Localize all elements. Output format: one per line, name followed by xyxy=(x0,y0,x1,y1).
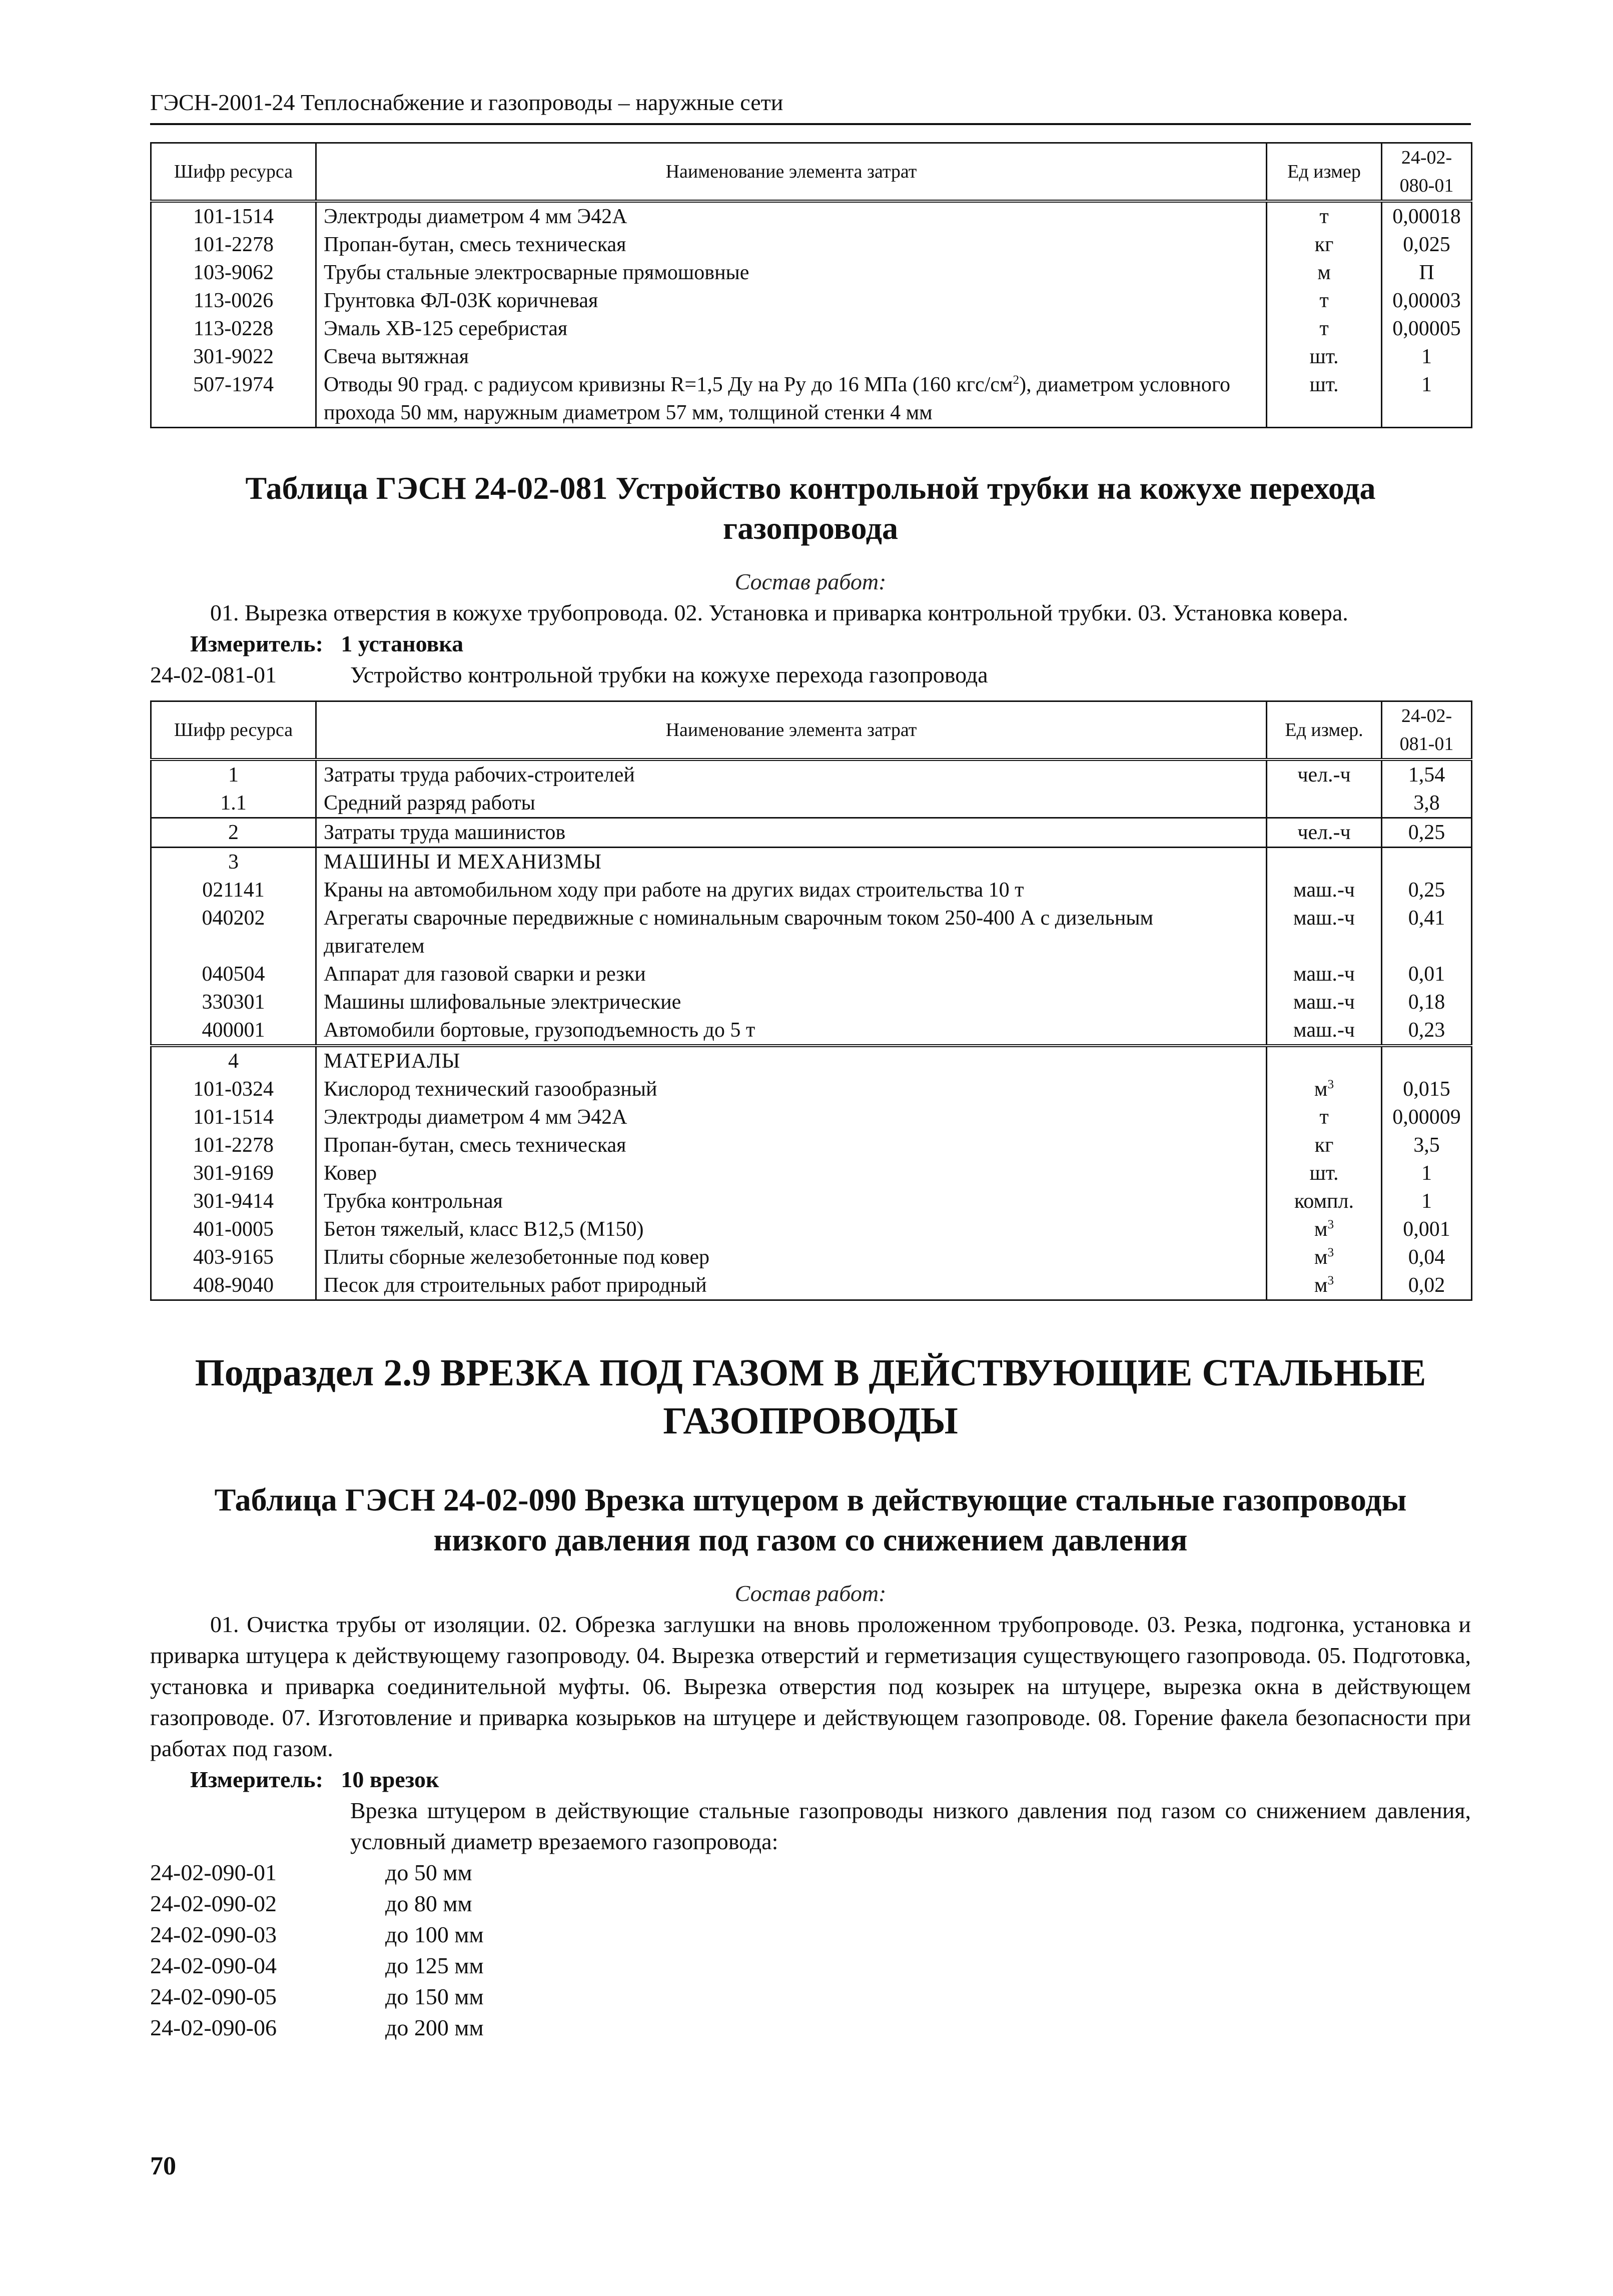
cell-value: 0,001 xyxy=(1382,1215,1472,1243)
cell-value: 1 xyxy=(1382,1159,1472,1187)
cell-unit: чел.-ч xyxy=(1267,759,1382,789)
cell-unit xyxy=(1267,1075,1382,1103)
table-row xyxy=(151,343,1472,371)
cell-unit: т xyxy=(1267,1103,1382,1131)
cell-name: Пропан-бутан, смесь техническая xyxy=(316,1131,1267,1159)
norm-description: Устройство контрольной трубки на кожухе перехода газопровода xyxy=(350,662,988,687)
resource-table-081 xyxy=(150,700,1472,1301)
cell-unit: чел.-ч xyxy=(1267,818,1382,848)
list-item xyxy=(150,1857,1471,1888)
cell-name: Пропан-бутан, смесь техническая xyxy=(316,231,1267,259)
unit-text: м xyxy=(1314,1274,1328,1297)
cell-code: 301-9414 xyxy=(151,1187,316,1215)
cell-code: 113-0228 xyxy=(151,315,316,343)
list-item xyxy=(150,1919,1471,1950)
norm-code: 24-02-081-01 xyxy=(150,662,277,687)
cell-code: 400001 xyxy=(151,1016,316,1046)
cell-value: 0,015 xyxy=(1382,1075,1472,1103)
cell-unit xyxy=(1267,789,1382,818)
cell-unit: шт. xyxy=(1267,343,1382,371)
norm-code: 24-02-090-01 xyxy=(150,1860,277,1885)
cell-unit: маш.-ч xyxy=(1267,988,1382,1016)
norm-description: до 50 мм xyxy=(385,1860,472,1885)
cell-code: 301-9022 xyxy=(151,343,316,371)
cell-name: Грунтовка ФЛ-03К коричневая xyxy=(316,287,1267,315)
resource-table-080 xyxy=(150,142,1472,428)
cell-code: 113-0026 xyxy=(151,287,316,315)
table-row xyxy=(151,1159,1472,1187)
cell-code: 408-9040 xyxy=(151,1271,316,1300)
norm-code: 24-02-090-05 xyxy=(150,1984,277,2009)
page-number: 70 xyxy=(150,2152,176,2180)
table-row xyxy=(151,1131,1472,1159)
col-header-code: Шифр ресурса xyxy=(151,701,316,760)
table-row xyxy=(151,1243,1472,1271)
cell-name: Свеча вытяжная xyxy=(316,343,1267,371)
cell-name: Плиты сборные железобетонные под ковер xyxy=(316,1243,1267,1271)
cell-value: 1,54 xyxy=(1382,759,1472,789)
cell-value: П xyxy=(1382,259,1472,287)
cell-unit: т xyxy=(1267,287,1382,315)
cell-unit: маш.-ч xyxy=(1267,876,1382,904)
table-row xyxy=(151,1075,1472,1103)
cell-unit xyxy=(1267,1271,1382,1300)
list-item xyxy=(150,1981,1471,2012)
norm-description: до 125 мм xyxy=(385,1953,484,1978)
cell-unit: компл. xyxy=(1267,1187,1382,1215)
subsection-title: Подраздел 2.9 ВРЕЗКА ПОД ГАЗОМ В ДЕЙСТВУЮЩИЕ СТАЛЬНЫЕ ГАЗОПРОВОДЫ xyxy=(195,1352,1426,1442)
cell-value: 0,25 xyxy=(1382,818,1472,848)
cell-unit: кг xyxy=(1267,231,1382,259)
table-row xyxy=(151,231,1472,259)
variants-intro: Врезка штуцером в действующие стальные газопроводы низкого давления под газом со снижением давления, условный диаметр врезаемого газопровода: xyxy=(350,1798,1471,1854)
table-row xyxy=(151,259,1472,287)
cell-name: Электроды диаметром 4 мм Э42А xyxy=(316,201,1267,231)
cell-name: Кислород технический газообразный xyxy=(316,1075,1267,1103)
cell-name: Бетон тяжелый, класс В12,5 (М150) xyxy=(316,1215,1267,1243)
cell-value xyxy=(1382,1046,1472,1075)
unit-text: м xyxy=(1314,1246,1328,1269)
measure-label: Измеритель: xyxy=(190,631,323,656)
table-row xyxy=(151,789,1472,818)
col-header-value: 24-02-080-01 xyxy=(1382,143,1472,202)
table-row xyxy=(151,371,1472,428)
table-row xyxy=(151,1103,1472,1131)
cell-name: Затраты труда рабочих-строителей xyxy=(316,759,1267,789)
list-item xyxy=(150,1888,1471,1919)
cell-value: 0,23 xyxy=(1382,1016,1472,1046)
cell-value: 0,18 xyxy=(1382,988,1472,1016)
cell-unit: шт. xyxy=(1267,1159,1382,1187)
table-row xyxy=(151,1187,1472,1215)
variants-list xyxy=(150,1857,1471,2043)
table-title-081: Таблица ГЭСН 24-02-081 Устройство контрольной трубки на кожухе перехода газопровода xyxy=(245,470,1376,546)
cell-value: 1 xyxy=(1382,343,1472,371)
cell-unit: т xyxy=(1267,201,1382,231)
table-header-row xyxy=(151,701,1472,760)
table-row xyxy=(151,988,1472,1016)
table-row xyxy=(151,876,1472,904)
cell-code: 1.1 xyxy=(151,789,316,818)
table-title-090: Таблица ГЭСН 24-02-090 Врезка штуцером в действующие стальные газопроводы низкого давления под газом со снижением давления xyxy=(214,1482,1407,1558)
norm-code: 24-02-090-06 xyxy=(150,2015,277,2040)
table-row xyxy=(151,759,1472,789)
cell-code: 101-1514 xyxy=(151,201,316,231)
cell-unit xyxy=(1267,1215,1382,1243)
cell-name-text: ), диаметром условного прохода 50 мм, наружным диаметром 57 мм, толщиной стенки 4 мм xyxy=(324,373,1231,424)
cell-code: 021141 xyxy=(151,876,316,904)
norm-description: до 200 мм xyxy=(385,2015,484,2040)
cell-code: 103-9062 xyxy=(151,259,316,287)
cell-value: 0,00005 xyxy=(1382,315,1472,343)
group-heading: МАШИНЫ И МЕХАНИЗМЫ xyxy=(316,848,1267,877)
cell-value: 0,00003 xyxy=(1382,287,1472,315)
col-header-unit: Ед измер. xyxy=(1267,701,1382,760)
cell-code: 507-1974 xyxy=(151,371,316,428)
cell-unit: маш.-ч xyxy=(1267,960,1382,988)
composition-label: Состав работ: xyxy=(734,569,887,594)
cell-value: 3,8 xyxy=(1382,789,1472,818)
table-row xyxy=(151,960,1472,988)
composition-text: 01. Очистка трубы от изоляции. 02. Обрезка заглушки на вновь проложенном трубопроводе. 03. Резка, подгонка, установка и приварка штуцера к действующему газопроводу. 04. Вырезка отверстий и герметизация существующего газопровода. 05. Подготовка, установка и приварка соединительной муфты. 06. Вырезка отверстия под козырек на штуцере, вырезка окна в действующем газопроводе. 07. Изготовление и приварка козырьков на штуцере и действующем газопроводе. 08. Горение факела безопасности при работах под газом. xyxy=(150,1612,1471,1761)
norm-description: до 80 мм xyxy=(385,1891,472,1916)
table-group-row xyxy=(151,848,1472,877)
cell-unit: шт. xyxy=(1267,371,1382,428)
cell-code: 101-0324 xyxy=(151,1075,316,1103)
cell-code: 040202 xyxy=(151,904,316,960)
cell-value: 0,25 xyxy=(1382,876,1472,904)
unit-text: м xyxy=(1314,1218,1328,1241)
col-header-value: 24-02-081-01 xyxy=(1382,701,1472,760)
cell-code: 101-2278 xyxy=(151,1131,316,1159)
cell-name: Электроды диаметром 4 мм Э42А xyxy=(316,1103,1267,1131)
superscript: 3 xyxy=(1327,1078,1334,1091)
composition-text: 01. Вырезка отверстия в кожухе трубопровода. 02. Установка и приварка контрольной трубки. 03. Установка ковера. xyxy=(210,600,1348,625)
table-row xyxy=(151,287,1472,315)
cell-name xyxy=(316,371,1267,428)
running-header-title: ГЭСН-2001-24 Теплоснабжение и газопроводы – наружные сети xyxy=(150,90,783,115)
norm-code: 24-02-090-04 xyxy=(150,1953,277,1978)
running-header xyxy=(150,85,1471,120)
cell-unit: маш.-ч xyxy=(1267,904,1382,960)
table-header-row xyxy=(151,143,1472,202)
cell-value: 0,00018 xyxy=(1382,201,1472,231)
list-item xyxy=(150,1950,1471,1981)
cell-code: 403-9165 xyxy=(151,1243,316,1271)
cell-name: Краны на автомобильном ходу при работе на других видах строительства 10 т xyxy=(316,876,1267,904)
cell-value: 1 xyxy=(1382,1187,1472,1215)
list-item xyxy=(150,2012,1471,2043)
cell-unit: маш.-ч xyxy=(1267,1016,1382,1046)
cell-unit xyxy=(1267,1046,1382,1075)
table-row xyxy=(151,1016,1472,1046)
cell-code: 101-1514 xyxy=(151,1103,316,1131)
cell-value: 0,025 xyxy=(1382,231,1472,259)
cell-unit xyxy=(1267,848,1382,877)
cell-code: 3 xyxy=(151,848,316,877)
cell-code: 401-0005 xyxy=(151,1215,316,1243)
header-rule xyxy=(150,123,1471,125)
col-header-name: Наименование элемента затрат xyxy=(316,701,1267,760)
norm-description: до 150 мм xyxy=(385,1984,484,2009)
table-row xyxy=(151,201,1472,231)
col-header-code: Шифр ресурса xyxy=(151,143,316,202)
cell-value: 0,04 xyxy=(1382,1243,1472,1271)
cell-name: Эмаль ХВ-125 серебристая xyxy=(316,315,1267,343)
cell-value: 3,5 xyxy=(1382,1131,1472,1159)
norm-code: 24-02-090-02 xyxy=(150,1891,277,1916)
cell-code: 301-9169 xyxy=(151,1159,316,1187)
cell-value: 0,02 xyxy=(1382,1271,1472,1300)
norm-code-line xyxy=(150,659,1471,690)
cell-name: Автомобили бортовые, грузоподъемность до 5 т xyxy=(316,1016,1267,1046)
cell-name: Машины шлифовальные электрические xyxy=(316,988,1267,1016)
measure-label: Измеритель: xyxy=(190,1767,323,1792)
cell-name: Песок для строительных работ природный xyxy=(316,1271,1267,1300)
cell-name: Аппарат для газовой сварки и резки xyxy=(316,960,1267,988)
norm-description: до 100 мм xyxy=(385,1922,484,1947)
cell-name: Затраты труда машинистов xyxy=(316,818,1267,848)
cell-name: Трубы стальные электросварные прямошовные xyxy=(316,259,1267,287)
superscript: 3 xyxy=(1327,1218,1334,1231)
table-row xyxy=(151,1215,1472,1243)
measure-value: 1 установка xyxy=(341,631,464,656)
cell-name-text: Отводы 90 град. с радиусом кривизны R=1,5 Ду на Ру до 16 МПа (160 кгс/см xyxy=(324,373,1013,396)
cell-code: 1 xyxy=(151,759,316,789)
cell-value xyxy=(1382,848,1472,877)
cell-code: 330301 xyxy=(151,988,316,1016)
norm-code: 24-02-090-03 xyxy=(150,1922,277,1947)
composition-label: Состав работ: xyxy=(734,1581,887,1606)
table-group-row xyxy=(151,1046,1472,1075)
cell-unit: кг xyxy=(1267,1131,1382,1159)
cell-code: 101-2278 xyxy=(151,231,316,259)
table-row xyxy=(151,904,1472,960)
cell-value: 0,41 xyxy=(1382,904,1472,960)
measure-line xyxy=(150,628,1471,659)
cell-unit: м xyxy=(1267,259,1382,287)
unit-text: м xyxy=(1314,1078,1328,1101)
table-row xyxy=(151,818,1472,848)
table-row xyxy=(151,1271,1472,1300)
cell-name: Ковер xyxy=(316,1159,1267,1187)
col-header-unit: Ед измер xyxy=(1267,143,1382,202)
table-row xyxy=(151,315,1472,343)
cell-unit: т xyxy=(1267,315,1382,343)
cell-unit xyxy=(1267,1243,1382,1271)
cell-name: Агрегаты сварочные передвижные с номинальным сварочным током 250-400 А с дизельным двигателем xyxy=(316,904,1267,960)
cell-value: 1 xyxy=(1382,371,1472,428)
page xyxy=(150,85,1471,2043)
cell-value: 0,00009 xyxy=(1382,1103,1472,1131)
superscript: 3 xyxy=(1327,1246,1334,1259)
cell-code: 4 xyxy=(151,1046,316,1075)
cell-code: 040504 xyxy=(151,960,316,988)
superscript: 2 xyxy=(1013,373,1020,387)
measure-value: 10 врезок xyxy=(341,1767,439,1792)
measure-line xyxy=(150,1764,1471,1795)
col-header-name: Наименование элемента затрат xyxy=(316,143,1267,202)
superscript: 3 xyxy=(1327,1274,1334,1287)
cell-code: 2 xyxy=(151,818,316,848)
group-heading: МАТЕРИАЛЫ xyxy=(316,1046,1267,1075)
cell-value: 0,01 xyxy=(1382,960,1472,988)
cell-name: Средний разряд работы xyxy=(316,789,1267,818)
cell-name: Трубка контрольная xyxy=(316,1187,1267,1215)
